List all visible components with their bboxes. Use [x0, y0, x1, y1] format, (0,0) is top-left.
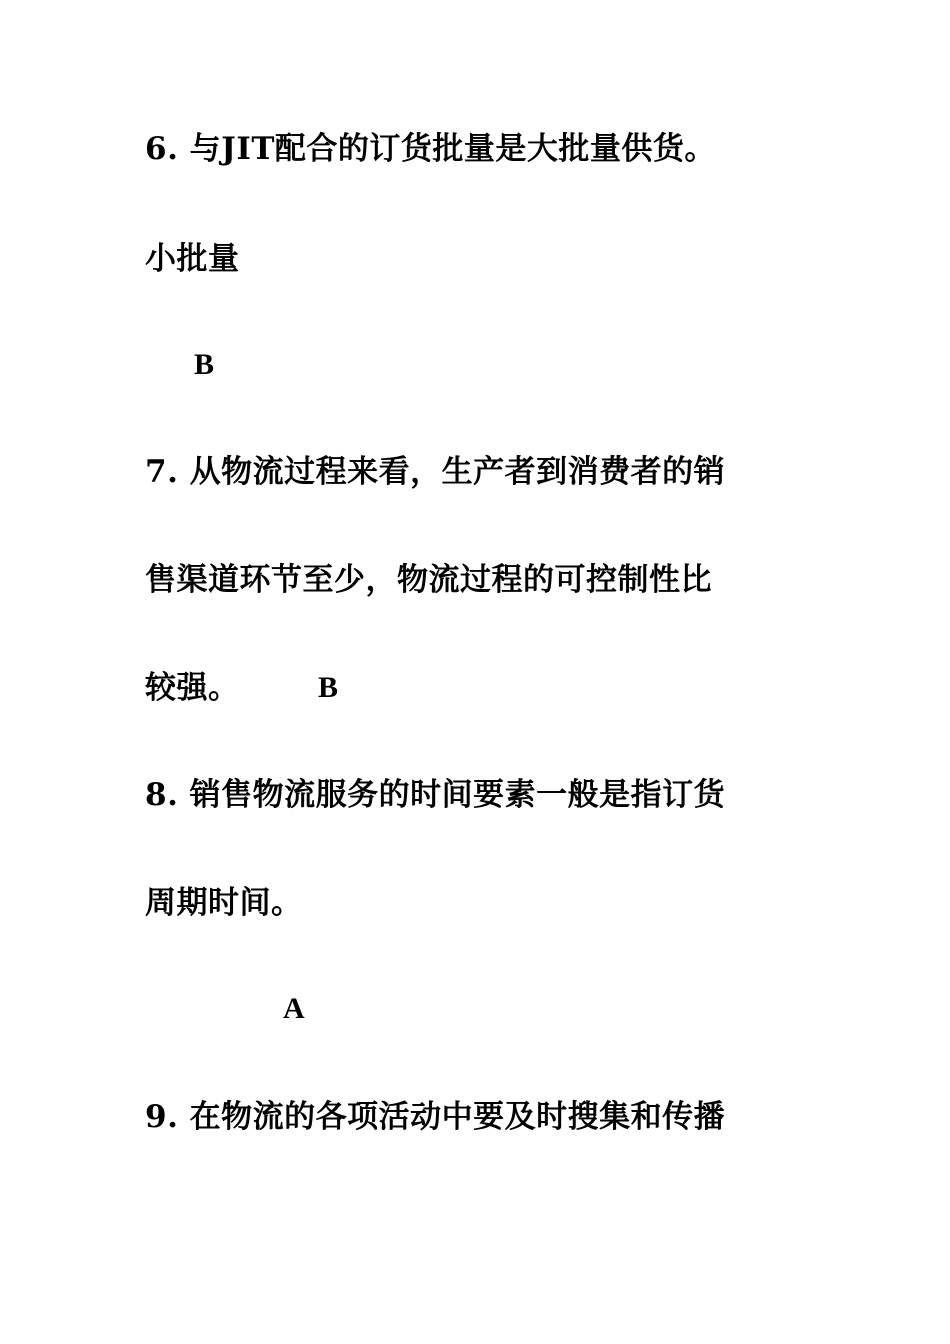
- question-7-answer: B: [318, 671, 339, 704]
- question-6-note: 小批量: [145, 241, 240, 277]
- question-6-answer: B: [194, 348, 215, 381]
- question-8-line-1: 8. 销售物流服务的时间要素一般是指订货: [145, 777, 726, 813]
- question-6-text: 6. 与JIT配合的订货批量是大批量供货。: [145, 131, 716, 167]
- question-9-line-1: 9. 在物流的各项活动中要及时搜集和传播: [145, 1099, 726, 1135]
- question-8-line-2: 周期时间。: [145, 885, 303, 921]
- question-8-answer: A: [283, 992, 305, 1025]
- question-7-line-3: 较强。: [145, 670, 240, 706]
- question-7-line-2: 售渠道环节至少，物流过程的可控制性比: [145, 562, 712, 598]
- question-7-line-1: 7. 从物流过程来看，生产者到消费者的销: [145, 454, 726, 490]
